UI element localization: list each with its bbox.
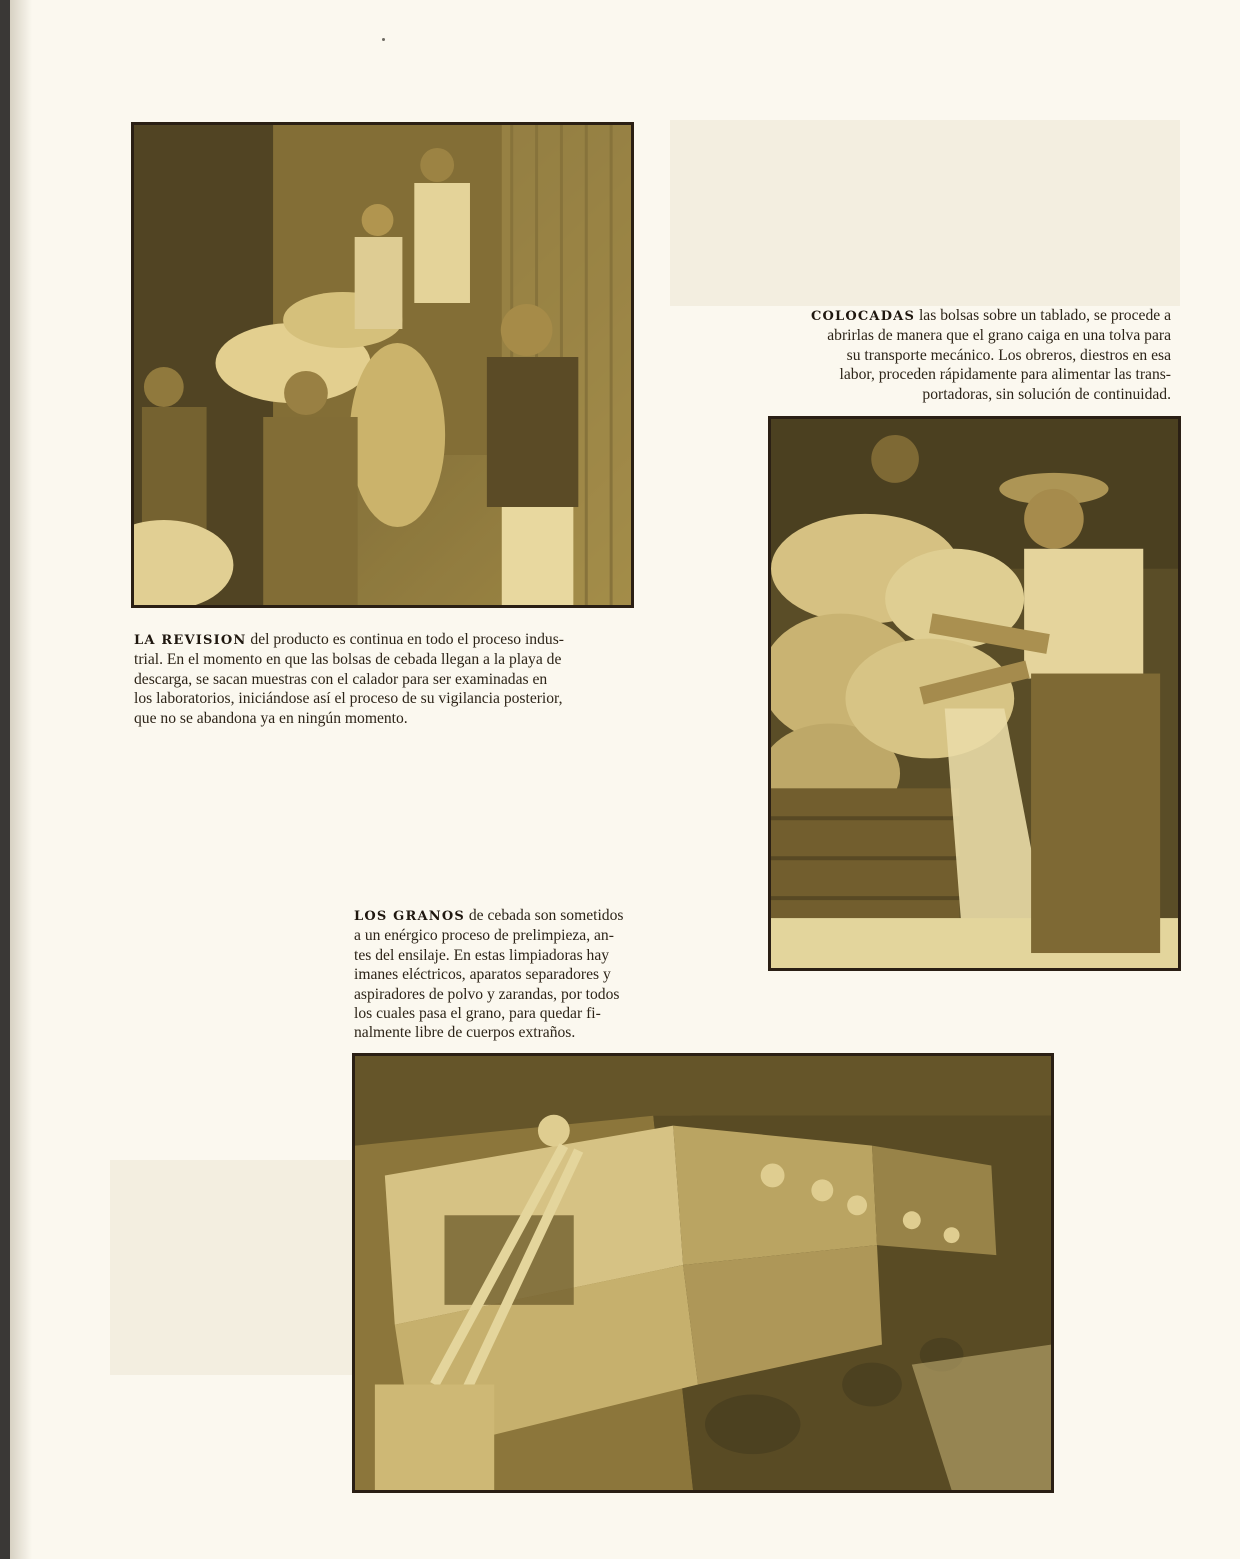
photo-unloading-sacks <box>131 122 634 608</box>
caption-line-5: aspiradores de polvo y zarandas, por todos <box>354 985 620 1003</box>
caption-line-4: labor, proceden rápidamente para alimentar las trans- <box>839 366 1171 384</box>
caption-la-revision <box>134 630 654 728</box>
caption-line-7: nalmente libre de cuerpos extraños. <box>354 1024 576 1042</box>
caption-line-3: descarga, se sacan muestras con el calador para ser examinadas en <box>134 670 548 688</box>
caption-granos-line-1-text: de cebada son sometidos <box>468 907 624 924</box>
caption-line-2: abrirlas de manera que el grano caiga en una tolva para <box>827 327 1171 345</box>
caption-line-2: a un enérgico proceso de prelimpieza, an- <box>354 927 614 945</box>
caption-line-6: los cuales pasa el grano, para quedar fi- <box>354 1005 601 1023</box>
faded-print-left-bottom <box>110 1160 362 1375</box>
caption-lead-la-revision: LA REVISION <box>134 633 247 648</box>
caption-line-1 <box>134 631 564 648</box>
caption-colocadas-line-1-text: las bolsas sobre un tablado, se procede a <box>918 307 1171 324</box>
magazine-page <box>10 0 1240 1559</box>
caption-lead-los-granos: LOS GRANOS <box>354 909 465 924</box>
photo-opening-sacks <box>768 416 1181 971</box>
faded-print-right-top <box>670 120 1180 306</box>
caption-line-2: trial. En el momento en que las bolsas de cebada llegan a la playa de <box>134 651 562 669</box>
caption-line-1 <box>354 907 623 924</box>
photo-cleaning-machines <box>352 1053 1054 1493</box>
caption-line-5: que no se abandona ya en ningún momento. <box>134 709 408 727</box>
page-speck <box>382 38 385 41</box>
caption-line-5: portadoras, sin solución de continuidad. <box>922 385 1171 403</box>
caption-line-3: tes del ensilaje. En estas limpiadoras hay <box>354 946 610 964</box>
caption-los-granos <box>354 906 684 1043</box>
caption-line-4: imanes eléctricos, aparatos separadores y <box>354 966 611 984</box>
caption-colocadas <box>751 306 1171 404</box>
caption-lead-colocadas: COLOCADAS <box>810 309 916 324</box>
caption-line-3: su transporte mecánico. Los obreros, diestros en esa <box>846 346 1171 364</box>
caption-line-4: los laboratorios, iniciándose así el proceso de su vigilancia posterior, <box>134 690 563 708</box>
caption-revision-line-1-text: del producto es continua en todo el proceso indus- <box>250 631 564 648</box>
caption-line-1 <box>811 307 1171 324</box>
